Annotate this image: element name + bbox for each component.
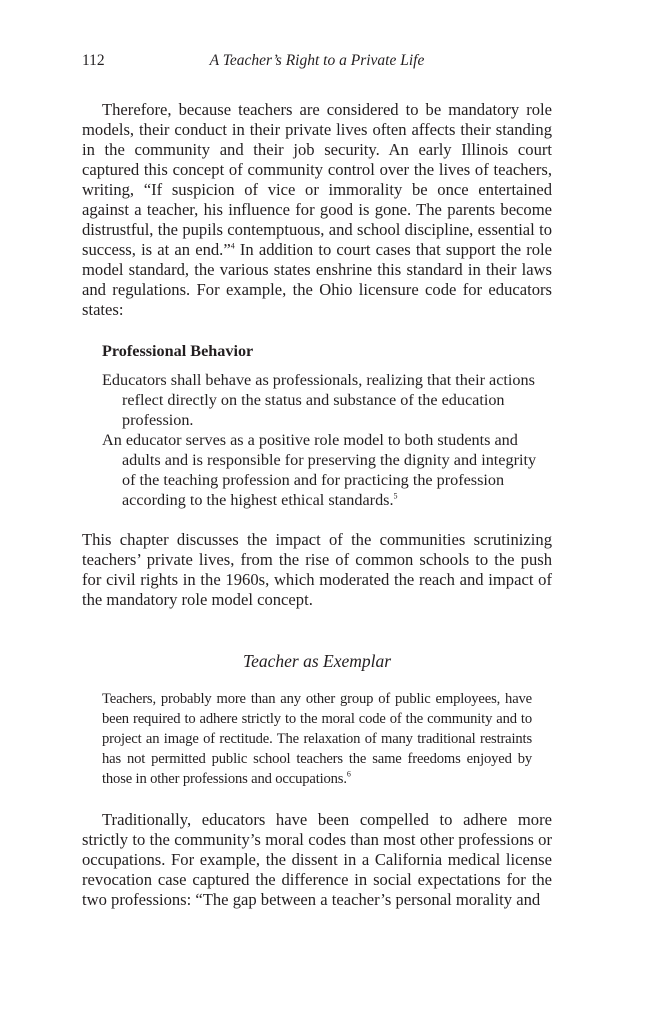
- epigraph-text: Teachers, probably more than any other group of public employees, have been required to adhere strictly to the moral code of the community and to project an image of rectitude. The relaxation of many traditional restraints has not permitted public school teachers the same freedoms enjoyed by those in other professions and occupations.: [102, 691, 532, 787]
- paragraph-3: Traditionally, educators have been compelled to adhere more strictly to the community’s moral codes than most other professions or occupations. For example, the dissent in a California medical license revocation case captured the difference in social expectations for the two professions: “The gap between a teacher’s personal morality and: [82, 810, 552, 909]
- paragraph-2: This chapter discusses the impact of the communities scrutinizing teachers’ private lives, from the rise of common schools to the push for civil rights in the 1960s, which moderated the reach and impact of the mandatory role model concept.: [82, 530, 552, 609]
- section-heading: Teacher as Exemplar: [242, 651, 392, 671]
- running-title: A Teacher’s Right to a Private Life: [209, 52, 425, 69]
- note-reference-6: 6: [346, 769, 351, 779]
- running-head: [82, 52, 552, 72]
- note-reference-5: 5: [393, 491, 398, 501]
- page-number: 112: [82, 52, 105, 69]
- block-quote: [102, 341, 552, 510]
- paragraph-1-text: Therefore, because teachers are considered to be mandatory role models, their conduct in their private lives often affects their standing in the community and their job security. An early Illinois court captured this concept of community control over the lives of teachers, writing, “If suspicion of vice or immorality be once entertained against a teacher, his influence for good is gone. The parents become distrustful, the pupils contemptuous, and school discipline, essential to success, is at an end.”: [82, 100, 552, 259]
- paragraph-1-continuation: In addition to court cases that support the role model standard, the various states enshrine this standard in their laws and regulations. For example, the Ohio licensure code for educators states:: [82, 240, 553, 319]
- block-quote-item-1: Educators shall behave as professionals, realizing that their actions reflect directly on the status and substance of the education profession.: [102, 371, 535, 429]
- block-quote-item-2-text: An educator serves as a positive role model to both students and adults and is responsible for preserving the dignity and integrity of the teaching profession and for practicing the profession according to the highest ethical standards.: [102, 431, 537, 509]
- block-quote-heading: Professional Behavior: [102, 342, 254, 360]
- paragraph-1: [82, 100, 552, 320]
- epigraph: [102, 689, 532, 789]
- block-quote-item-2: [102, 430, 552, 510]
- note-reference-4: 4: [230, 241, 235, 251]
